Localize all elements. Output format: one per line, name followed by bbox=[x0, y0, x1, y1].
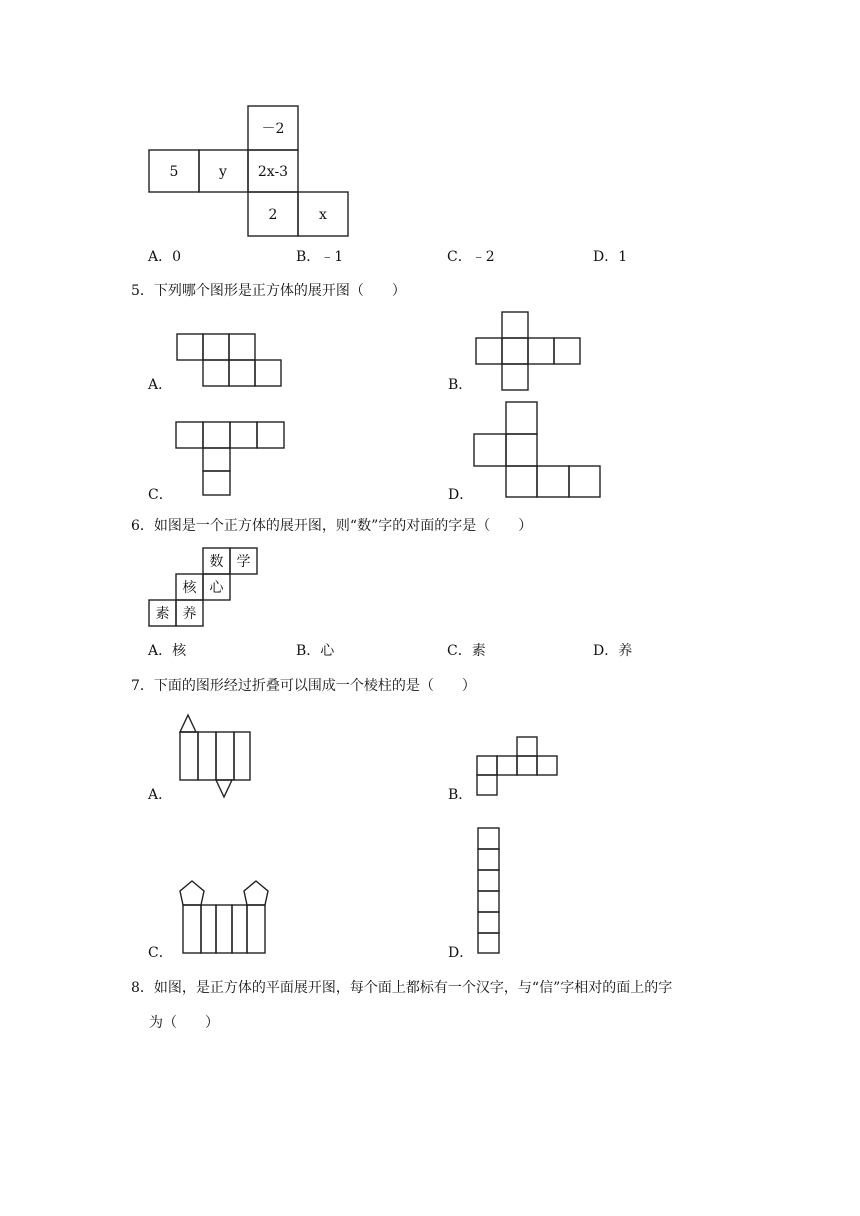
q7-option-b-figure[interactable] bbox=[476, 736, 560, 798]
q6-cell-xue-text: 学 bbox=[236, 554, 251, 570]
q4-cell-bottom-text: 2 bbox=[268, 207, 278, 223]
q4-cell-right-text: x bbox=[319, 207, 327, 223]
q7-option-d-label[interactable]: D． bbox=[448, 945, 474, 961]
q6-cell-su-text: 素 bbox=[155, 606, 170, 622]
q6-cell-xin-text: 心 bbox=[209, 580, 224, 596]
q5-option-c-label[interactable]: C． bbox=[148, 487, 173, 503]
q4-cube-net-figure bbox=[148, 105, 350, 237]
q5-option-a-figure[interactable] bbox=[176, 333, 284, 387]
q7-option-c-label[interactable]: C． bbox=[148, 945, 173, 961]
q4-option-a[interactable]: A．0 bbox=[148, 249, 182, 265]
q6-option-a[interactable]: A．核 bbox=[148, 643, 187, 659]
q5-option-a-label[interactable]: A． bbox=[148, 377, 173, 393]
q4-option-c[interactable]: C．﹣2 bbox=[447, 249, 495, 265]
q6-option-c[interactable]: C．素 bbox=[447, 643, 486, 659]
q4-cell-center-text: 2x-3 bbox=[257, 164, 289, 180]
q7-option-c-figure[interactable] bbox=[178, 879, 270, 955]
q5-option-b-figure[interactable] bbox=[475, 311, 583, 391]
q7-stem: 7．下面的图形经过折叠可以围成一个棱柱的是（ ） bbox=[131, 678, 476, 694]
q6-cell-shu-text: 数 bbox=[209, 554, 224, 570]
q6-cube-net-figure bbox=[148, 547, 260, 629]
q4-cell-left2-text: y bbox=[219, 164, 227, 180]
q4-option-b[interactable]: B．﹣1 bbox=[296, 249, 344, 265]
q7-option-a-label[interactable]: A． bbox=[148, 787, 173, 803]
q7-option-a-figure[interactable] bbox=[178, 712, 254, 800]
q6-cell-he-text: 核 bbox=[182, 580, 197, 596]
q8-stem-line2: 为（ ） bbox=[149, 1015, 219, 1031]
q6-stem: 6．如图是一个正方体的展开图，则“数”字的对面的字是（ ） bbox=[131, 518, 533, 534]
q7-option-d-figure[interactable] bbox=[477, 827, 501, 955]
q6-cell-yang-text: 养 bbox=[182, 606, 197, 622]
q5-option-d-label[interactable]: D． bbox=[448, 487, 474, 503]
q4-option-d[interactable]: D．1 bbox=[593, 249, 628, 265]
q7-option-b-label[interactable]: B． bbox=[448, 787, 473, 803]
q6-option-d[interactable]: D．养 bbox=[593, 643, 633, 659]
q5-option-d-figure[interactable] bbox=[473, 401, 603, 499]
q5-option-b-label[interactable]: B． bbox=[448, 377, 473, 393]
q8-stem-line1: 8．如图，是正方体的平面展开图，每个面上都标有一个汉字，与“信”字相对的面上的字 bbox=[131, 980, 673, 996]
q4-cell-left1-text: 5 bbox=[169, 164, 179, 180]
q6-option-b[interactable]: B．心 bbox=[296, 643, 335, 659]
q5-option-c-figure[interactable] bbox=[175, 421, 287, 497]
q4-cell-top-text: －2 bbox=[261, 121, 285, 137]
q5-stem: 5．下列哪个图形是正方体的展开图（ ） bbox=[131, 283, 406, 299]
